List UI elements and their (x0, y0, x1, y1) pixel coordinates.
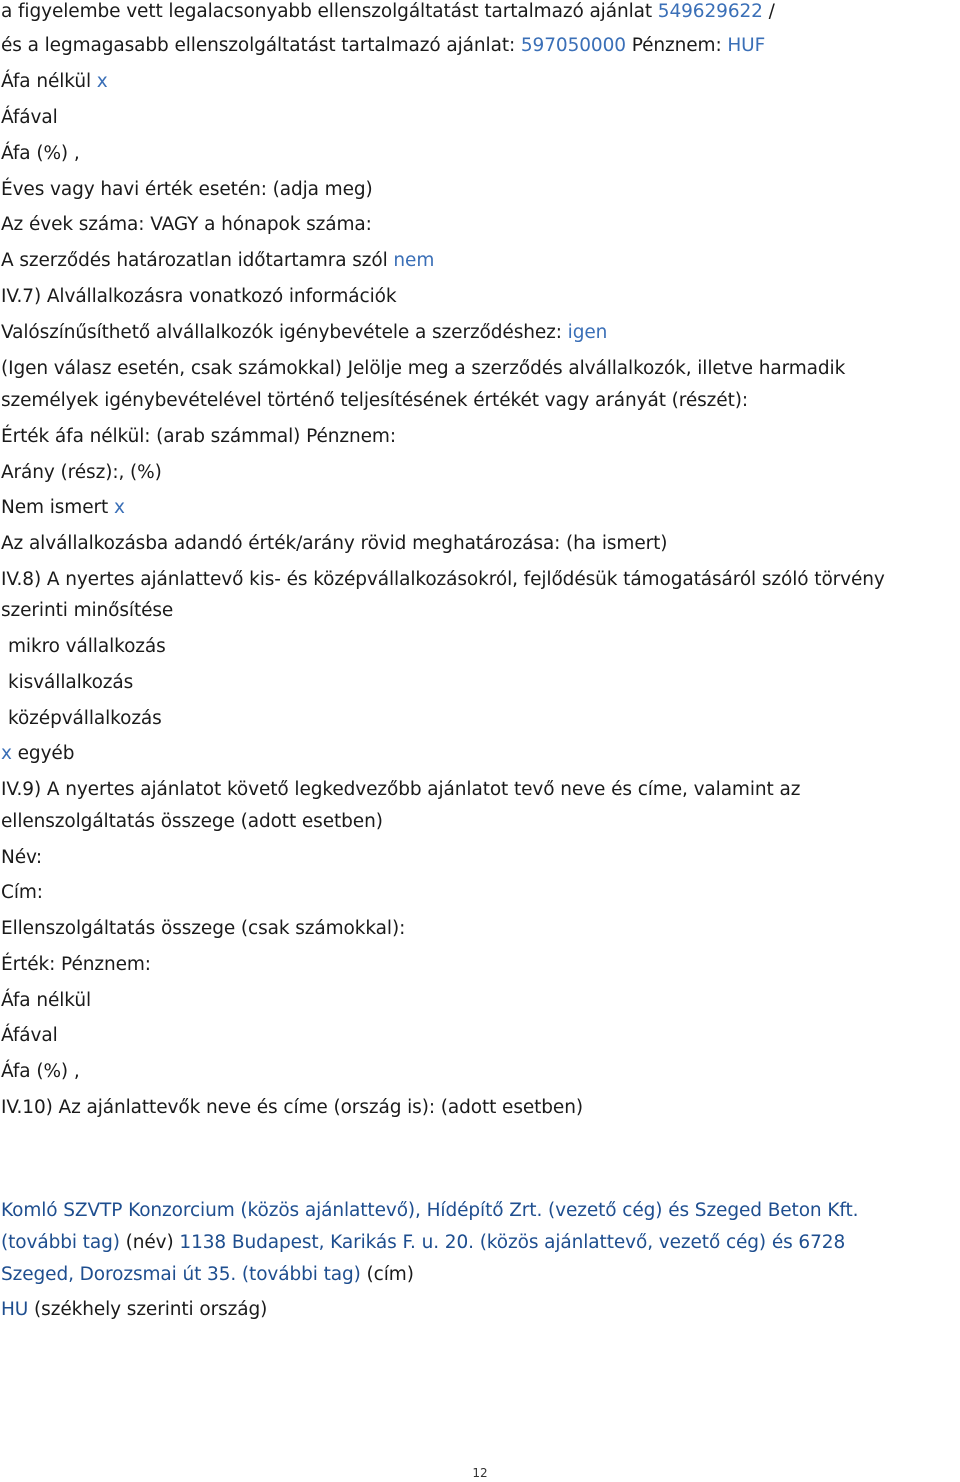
vat-excluded-mark: x (96, 71, 108, 92)
vat-included-line-2: Áfával (1, 1025, 58, 1046)
bidders-line-2 (1, 1231, 845, 1255)
text: a figyelembe vett legalacsonyabb ellenszolgáltatást tartalmazó ajánlat (1, 1, 658, 22)
section-iv10-heading: IV.10) Az ajánlattevők neve és címe (ország is): (adott esetben) (1, 1097, 583, 1118)
currency-value: HUF (727, 35, 766, 56)
bidders-line: Komló SZVTP Konzorcium (közös ajánlattevő), Hídépítő Zrt. (vezető cég) és Szeged Beton Kft. (1, 1200, 859, 1221)
address-line: Cím: (1, 882, 43, 903)
text: egyéb (11, 743, 75, 764)
address-value: Szeged, Dorozsmai út 35. (további tag) (1, 1264, 361, 1285)
vat-rate-line-2: Áfa (%) , (1, 1061, 80, 1082)
section-iv8-heading: IV.8) A nyertes ajánlattevő kis- és középvállalkozásokról, fejlődésük támogatásáról szóló törvény (1, 569, 885, 590)
vat-excluded-line (1, 70, 108, 94)
section-iv8-heading-cont: szerinti minősítése (1, 600, 174, 621)
vat-included-line: Áfával (1, 107, 58, 128)
option-other-mark: x (1, 743, 12, 764)
unknown-mark: x (113, 497, 125, 518)
lowest-offer-line (1, 0, 775, 24)
option-small: kisvállalkozás (8, 672, 134, 693)
country-line (1, 1298, 267, 1322)
text: Nem ismert (1, 497, 114, 518)
years-months-line: Az évek száma: VAGY a hónapok száma: (1, 214, 372, 235)
option-micro: mikro vállalkozás (8, 636, 166, 657)
value-currency-line: Érték: Pénznem: (1, 954, 151, 975)
text: (név) (119, 1232, 180, 1253)
text: és a legmagasabb ellenszolgáltatást tartalmazó ajánlat: (1, 35, 521, 56)
vat-excluded-line-2: Áfa nélkül (1, 990, 91, 1011)
text: / (762, 1, 775, 22)
unknown-line (1, 496, 125, 520)
text: A szerződés határozatlan időtartamra szól (1, 250, 394, 271)
country-value: HU (1, 1299, 29, 1320)
address-value: 1138 Budapest, Karikás F. u. 20. (közös ajánlattevő, vezető cég) és 6728 (179, 1232, 846, 1253)
bidders-line-3 (1, 1263, 414, 1287)
subcontractor-use-line (1, 321, 607, 345)
text: (székhely szerinti ország) (28, 1299, 268, 1320)
value-without-vat-line: Érték áfa nélkül: (arab számmal) Pénznem: (1, 426, 396, 447)
page-number: 12 (472, 1466, 488, 1480)
text: Áfa nélkül (1, 71, 97, 92)
text: (további tag) (1, 1232, 120, 1253)
indefinite-duration-line (1, 249, 434, 273)
paragraph-line: (Igen válasz esetén, csak számokkal) Jelölje meg a szerződés alvállalkozók, illetve harmadik (1, 358, 846, 379)
highest-offer-value: 597050000 (520, 35, 626, 56)
option-medium: középvállalkozás (8, 708, 162, 729)
lowest-offer-value: 549629622 (657, 1, 763, 22)
text: (cím) (360, 1264, 414, 1285)
annual-monthly-line: Éves vagy havi érték esetén: (adja meg) (1, 179, 373, 200)
name-line: Név: (1, 847, 42, 868)
indefinite-duration-value: nem (393, 250, 435, 271)
ratio-line: Arány (rész):, (%) (1, 462, 162, 483)
text: Valószínűsíthető alvállalkozók igénybevétele a szerződéshez: (1, 322, 568, 343)
vat-rate-line: Áfa (%) , (1, 143, 80, 164)
section-iv9-heading: IV.9) A nyertes ajánlatot követő legkedvezőbb ajánlatot tevő neve és címe, valamint az (1, 779, 801, 800)
consideration-amount-line: Ellenszolgáltatás összege (csak számokkal): (1, 918, 406, 939)
subcontractor-use-value: igen (567, 322, 608, 343)
paragraph-line: személyek igénybevételével történő teljesítésének értékét vagy arányát (részét): (1, 390, 748, 411)
text: Pénznem: (625, 35, 728, 56)
section-iv9-heading-cont: ellenszolgáltatás összege (adott esetben) (1, 811, 383, 832)
highest-offer-line (1, 34, 765, 58)
section-iv7-heading: IV.7) Alvállalkozásra vonatkozó információk (1, 286, 397, 307)
subcontract-description-line: Az alvállalkozásba adandó érték/arány rövid meghatározása: (ha ismert) (1, 533, 668, 554)
option-other (1, 742, 74, 766)
